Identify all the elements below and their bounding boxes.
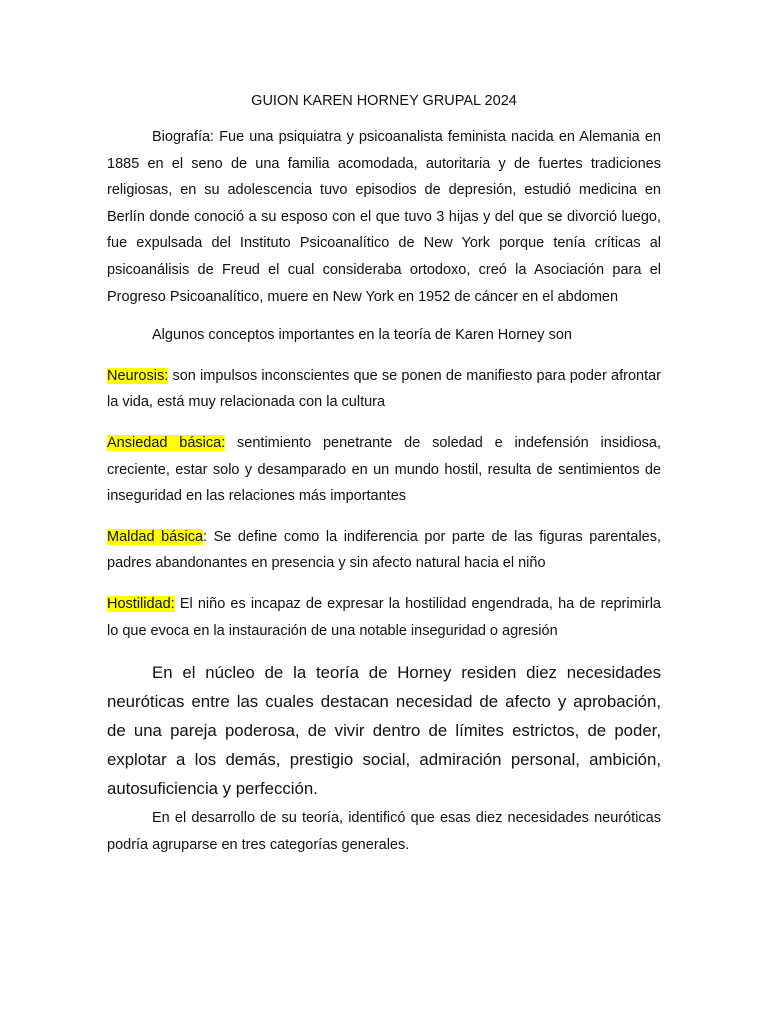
concept-term-highlight: Maldad básica (107, 528, 204, 545)
concepts-intro: Algunos conceptos importantes en la teoría de Karen Horney son (152, 327, 572, 344)
biography-paragraph: Biografía: Fue una psiquiatra y psicoanalista feminista nacida en Alemania en 1885 en el seno de una familia acomodada, autoritaria y de fuertes tradiciones religiosas, en su adolescencia tuvo episodios de depresión, estudió medicina en Berlín donde conoció a su esposo con el que tuvo 3 hijas y del que se divorció luego, fue expulsada del Instituto Psicoanalítico de New York porque tenía críticas al psicoanálisis de Freud el cual consideraba ortodoxo, creó la Asociación para el Progreso Psicoanalítico, muere en New York en 1952 de cáncer en el abdomen (107, 129, 661, 305)
concept-definition: El niño es incapaz de expresar la hostilidad engendrada, ha de reprimirla lo que evoca en la instauración de una notable inseguridad o agresión (107, 595, 661, 639)
concept-term-highlight: Ansiedad básica: (107, 434, 226, 451)
concept-definition: sentimiento penetrante de soledad e indefensión insidiosa, creciente, estar solo y desamparado en un mundo hostil, resulta de sentimientos de inseguridad en las relaciones más importantes (107, 434, 661, 505)
concept-hostilidad (107, 591, 661, 644)
categories-paragraph: En el desarrollo de su teoría, identificó que esas diez necesidades neuróticas podría agruparse en tres categorías generales. (107, 810, 661, 853)
document-page (107, 88, 661, 858)
document-title: GUION KAREN HORNEY GRUPAL 2024 (251, 93, 517, 109)
needs-paragraph: En el núcleo de la teoría de Horney residen diez necesidades neuróticas entre las cuales destacan necesidad de afecto y aprobación, de una pareja poderosa, de vivir dentro de límites estrictos, de poder, explotar a los demás, prestigio social, admiración personal, ambición, autosuficiencia y perfección. (107, 663, 661, 799)
concept-maldad-basica (107, 524, 661, 577)
concept-neurosis (107, 363, 661, 416)
concept-term-highlight: Hostilidad: (107, 595, 175, 612)
concept-ansiedad-basica (107, 430, 661, 510)
concept-definition: : Se define como la indiferencia por parte de las figuras parentales, padres abandonantes en presencia y sin afecto natural hacia el niño (107, 528, 662, 572)
concept-definition: son impulsos inconscientes que se ponen de manifiesto para poder afrontar la vida, está muy relacionada con la cultura (107, 367, 661, 411)
concept-term-highlight: Neurosis: (107, 367, 169, 384)
